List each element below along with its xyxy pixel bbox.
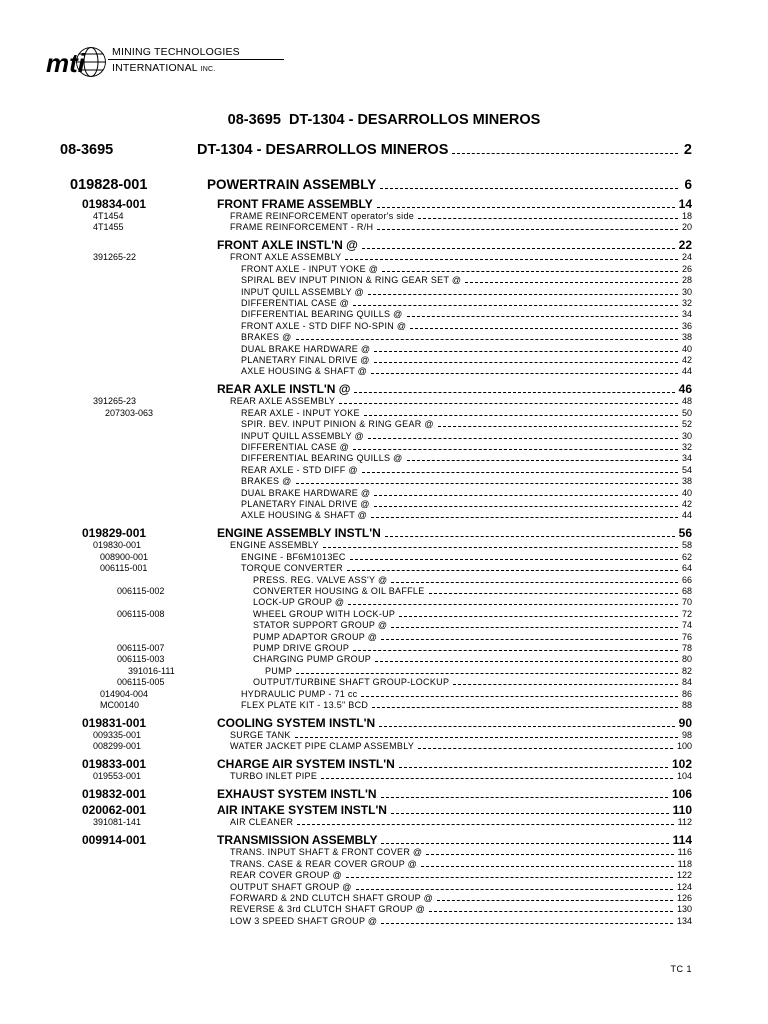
toc-entry-line bbox=[253, 586, 692, 596]
toc-title: COOLING SYSTEM INSTL'N bbox=[217, 716, 376, 730]
page-ref: 122 bbox=[676, 870, 692, 881]
company-suffix: INC. bbox=[200, 66, 216, 73]
page-ref: 64 bbox=[681, 563, 692, 574]
dot-leader bbox=[391, 627, 678, 628]
toc-entry-line bbox=[241, 355, 692, 365]
toc-title: POWERTRAIN ASSEMBLY bbox=[207, 177, 377, 192]
toc-title: SURGE TANK bbox=[230, 730, 291, 740]
page-ref: 42 bbox=[681, 355, 692, 365]
toc-title: WATER JACKET PIPE CLAMP ASSEMBLY bbox=[230, 741, 415, 752]
page-ref: 38 bbox=[681, 332, 692, 343]
page-ref: 126 bbox=[676, 893, 692, 903]
toc-title: ENGINE ASSEMBLY bbox=[230, 540, 319, 551]
dot-leader bbox=[391, 582, 678, 583]
toc-title: TRANSMISSION ASSEMBLY bbox=[217, 833, 378, 848]
part-number: 006115-005 bbox=[117, 677, 165, 688]
page-ref: 46 bbox=[678, 382, 692, 397]
part-number: 019830-001 bbox=[93, 540, 142, 551]
dot-leader bbox=[438, 426, 678, 427]
part-number: 08-3695 bbox=[60, 142, 114, 158]
toc-title: LOW 3 SPEED SHAFT GROUP @ bbox=[230, 915, 378, 926]
toc-entry-line bbox=[241, 321, 692, 331]
page-ref: 40 bbox=[681, 487, 692, 498]
dot-leader bbox=[429, 911, 673, 912]
toc-entry-line bbox=[253, 677, 692, 687]
part-number: 006115-008 bbox=[117, 608, 165, 619]
toc-entry-line bbox=[241, 366, 692, 376]
page-ref: 76 bbox=[681, 631, 692, 642]
toc-title: FORWARD & 2ND CLUTCH SHAFT GROUP @ bbox=[230, 893, 434, 903]
toc-entry-line bbox=[230, 730, 692, 740]
dot-leader bbox=[371, 373, 678, 374]
page-ref: 6 bbox=[684, 177, 692, 192]
toc-title: REAR AXLE - STD DIFF @ bbox=[241, 464, 358, 475]
page-ref: 40 bbox=[681, 343, 692, 354]
toc-entry-line bbox=[253, 575, 692, 585]
dot-leader bbox=[368, 438, 678, 439]
page-ref: 72 bbox=[681, 608, 692, 619]
toc-title: REAR COVER GROUP @ bbox=[230, 870, 342, 881]
dot-leader bbox=[452, 153, 678, 154]
page-ref: 62 bbox=[681, 551, 692, 562]
page-ref: 50 bbox=[681, 407, 692, 418]
toc-entry-line bbox=[241, 344, 692, 354]
toc-entry-line bbox=[230, 817, 692, 827]
part-number: 020062-001 bbox=[82, 803, 147, 818]
toc-entry-line bbox=[230, 540, 692, 550]
part-number: 006115-002 bbox=[117, 586, 165, 596]
page-ref: 124 bbox=[676, 881, 692, 892]
dot-leader bbox=[375, 661, 678, 662]
toc-entry-line bbox=[241, 453, 692, 463]
toc-title: DIFFERENTIAL BEARING QUILLS @ bbox=[241, 453, 403, 464]
toc-title: AXLE HOUSING & SHAFT @ bbox=[241, 510, 368, 521]
toc-entry-line bbox=[230, 222, 692, 232]
part-number: 006115-001 bbox=[100, 563, 148, 574]
toc-title: OUTPUT/TURBINE SHAFT GROUP-LOCKUP bbox=[253, 677, 450, 688]
toc-title: TRANS. INPUT SHAFT & FRONT COVER @ bbox=[230, 847, 423, 858]
page-ref: 34 bbox=[681, 453, 692, 464]
page-ref: 28 bbox=[681, 275, 692, 286]
toc-title: CHARGING PUMP GROUP bbox=[253, 654, 372, 665]
part-number: 391265-22 bbox=[93, 252, 137, 263]
dot-leader bbox=[364, 415, 678, 416]
page-ref: 100 bbox=[676, 741, 692, 752]
dot-leader bbox=[323, 547, 678, 548]
document-title: 08-3695 DT-1304 - DESARROLLOS MINEROS bbox=[227, 112, 541, 128]
toc-title: PLANETARY FINAL DRIVE @ bbox=[241, 355, 370, 365]
dot-leader bbox=[346, 877, 673, 878]
toc-entry-line bbox=[253, 643, 692, 653]
dot-leader bbox=[418, 748, 673, 749]
toc-entry-line bbox=[230, 211, 692, 221]
part-number: 008299-001 bbox=[93, 741, 142, 752]
toc-title: FLEX PLATE KIT - 13.5" BCD bbox=[241, 700, 369, 710]
dot-leader bbox=[353, 305, 678, 306]
part-number: 008900-001 bbox=[100, 551, 149, 562]
toc-title: STATOR SUPPORT GROUP @ bbox=[253, 620, 388, 631]
toc-title: DUAL BRAKE HARDWARE @ bbox=[241, 343, 371, 354]
page-ref: 42 bbox=[681, 499, 692, 509]
toc-entry-line bbox=[217, 803, 692, 817]
page-ref: 118 bbox=[677, 858, 692, 869]
toc-entry-line bbox=[230, 870, 692, 880]
toc-entry-line bbox=[217, 833, 692, 847]
dot-leader bbox=[372, 707, 678, 708]
toc-title: FRONT AXLE INSTL'N @ bbox=[217, 238, 358, 253]
toc-entry-line bbox=[217, 197, 692, 211]
toc-entry-line bbox=[241, 309, 692, 319]
dot-leader bbox=[381, 639, 678, 640]
dot-leader bbox=[345, 259, 678, 260]
company-name: INTERNATIONAL bbox=[112, 62, 198, 74]
toc-entry-line bbox=[230, 252, 692, 262]
toc-entry-line bbox=[241, 442, 692, 452]
toc-entry-line bbox=[230, 396, 692, 406]
page-ref: 70 bbox=[681, 597, 692, 608]
dot-leader bbox=[348, 604, 678, 605]
page-ref: 90 bbox=[678, 716, 692, 730]
toc-title: REAR AXLE ASSEMBLY bbox=[230, 396, 336, 407]
page-ref: 106 bbox=[671, 787, 692, 802]
dot-leader bbox=[377, 207, 675, 208]
toc-entry-line bbox=[230, 741, 692, 751]
toc-title: EXHAUST SYSTEM INSTL'N bbox=[217, 787, 377, 802]
dot-leader bbox=[362, 472, 678, 473]
page-ref: 30 bbox=[681, 430, 692, 441]
dot-leader bbox=[353, 449, 678, 450]
dot-leader bbox=[339, 403, 678, 404]
toc-title: DT-1304 - DESARROLLOS MINEROS bbox=[197, 142, 449, 158]
page-ref: 38 bbox=[681, 476, 692, 487]
toc-title: TRANS. CASE & REAR COVER GROUP @ bbox=[230, 858, 418, 869]
dot-leader bbox=[297, 824, 673, 825]
toc-entry-line bbox=[265, 666, 692, 676]
toc-entry-line bbox=[241, 510, 692, 520]
dot-leader bbox=[426, 854, 673, 855]
toc-entry-line bbox=[253, 632, 692, 642]
part-number: 4T1454 bbox=[93, 211, 124, 221]
toc-entry-line bbox=[241, 499, 692, 509]
svg-text:mti: mti bbox=[46, 48, 85, 78]
dot-leader bbox=[353, 650, 678, 651]
page-ref: 74 bbox=[681, 620, 692, 631]
toc-title: PLANETARY FINAL DRIVE @ bbox=[241, 499, 370, 509]
page-ref: 54 bbox=[681, 464, 692, 475]
page-ref: 24 bbox=[681, 252, 692, 263]
part-number: 019834-001 bbox=[82, 197, 147, 211]
toc-title: DIFFERENTIAL CASE @ bbox=[241, 442, 350, 452]
toc-entry-line bbox=[241, 419, 692, 429]
toc-entry-line bbox=[230, 771, 692, 781]
dot-leader bbox=[381, 923, 673, 924]
part-number: 019828-001 bbox=[70, 177, 148, 193]
toc-title: PUMP bbox=[265, 665, 293, 676]
dot-leader bbox=[296, 673, 678, 674]
part-number: 019553-001 bbox=[93, 771, 142, 782]
toc-entry-line bbox=[241, 287, 692, 297]
toc-entry-line bbox=[230, 893, 692, 903]
toc-title: OUTPUT SHAFT GROUP @ bbox=[230, 881, 352, 892]
toc-entry-line bbox=[253, 620, 692, 630]
dot-leader bbox=[350, 559, 678, 560]
part-number: 207303-063 bbox=[105, 407, 154, 418]
toc-entry-line bbox=[217, 382, 692, 396]
toc-title: PRESS. REG. VALVE ASS'Y @ bbox=[253, 574, 388, 585]
toc-entry-line bbox=[217, 716, 692, 730]
toc-title: AXLE HOUSING & SHAFT @ bbox=[241, 366, 368, 377]
dot-leader bbox=[379, 726, 674, 727]
dot-leader bbox=[347, 570, 678, 571]
dot-leader bbox=[407, 316, 678, 317]
page-ref: 58 bbox=[681, 540, 692, 551]
toc-title: DUAL BRAKE HARDWARE @ bbox=[241, 487, 371, 498]
toc-title: PUMP DRIVE GROUP bbox=[253, 643, 350, 653]
page-ref: 84 bbox=[681, 677, 692, 688]
toc-entry-line bbox=[241, 264, 692, 274]
toc-entry-line bbox=[230, 904, 692, 914]
page-ref: 52 bbox=[681, 419, 692, 430]
toc-entry-line bbox=[241, 552, 692, 562]
page-ref: 68 bbox=[681, 586, 692, 596]
page-ref: 130 bbox=[676, 904, 692, 915]
toc-title: REAR AXLE - INPUT YOKE bbox=[241, 407, 360, 418]
toc-entry-line bbox=[241, 408, 692, 418]
toc-title: TORQUE CONVERTER bbox=[241, 563, 343, 574]
toc-entry-line bbox=[253, 654, 692, 664]
toc-title: WHEEL GROUP WITH LOCK-UP bbox=[253, 608, 396, 619]
toc-title: REVERSE & 3rd CLUTCH SHAFT GROUP @ bbox=[230, 904, 426, 915]
page-ref: 2 bbox=[683, 142, 692, 158]
page-ref: 44 bbox=[681, 510, 692, 521]
page-ref: 32 bbox=[681, 442, 692, 452]
page-ref: 18 bbox=[681, 211, 692, 221]
page-ref: 14 bbox=[678, 197, 692, 211]
page-ref: 134 bbox=[676, 915, 692, 926]
part-number: 006115-003 bbox=[117, 654, 165, 665]
toc-entry-line bbox=[241, 563, 692, 573]
dot-leader bbox=[374, 495, 678, 496]
toc-entry-line bbox=[253, 597, 692, 607]
part-number: 019833-001 bbox=[82, 757, 147, 772]
toc-entry-line bbox=[241, 689, 692, 699]
dot-leader bbox=[321, 778, 673, 779]
toc-title: ENGINE ASSEMBLY INSTL'N bbox=[217, 526, 381, 541]
dot-leader bbox=[391, 813, 669, 814]
toc-title: FRONT AXLE ASSEMBLY bbox=[230, 252, 342, 263]
dot-leader bbox=[361, 696, 678, 697]
page-ref: 82 bbox=[681, 665, 692, 676]
toc-title: DIFFERENTIAL CASE @ bbox=[241, 298, 350, 308]
dot-leader bbox=[381, 843, 668, 844]
part-number: 391081-141 bbox=[93, 817, 142, 828]
toc-entry-line bbox=[197, 142, 692, 158]
page-ref: 20 bbox=[681, 222, 692, 233]
page-ref: 30 bbox=[681, 286, 692, 297]
dot-leader bbox=[399, 616, 678, 617]
page-ref: 56 bbox=[678, 526, 692, 541]
part-number: 009335-001 bbox=[93, 730, 142, 740]
page-ref: 112 bbox=[677, 817, 692, 828]
dot-leader bbox=[362, 248, 675, 249]
toc-title: AIR CLEANER bbox=[230, 817, 294, 828]
toc-title: FRAME REINFORCEMENT operator's side bbox=[230, 211, 415, 221]
dot-leader bbox=[381, 797, 668, 798]
toc-entry-line bbox=[217, 526, 692, 540]
page-ref: 36 bbox=[681, 320, 692, 331]
toc-title: LOCK-UP GROUP @ bbox=[253, 597, 345, 608]
toc-title: SPIRAL BEV INPUT PINION & RING GEAR SET @ bbox=[241, 275, 462, 286]
toc-title: ENGINE - BF6M1013EC bbox=[241, 551, 346, 562]
page-ref: 116 bbox=[677, 847, 692, 858]
dot-leader bbox=[399, 767, 668, 768]
page-ref: 104 bbox=[676, 771, 692, 782]
part-number: 391265-23 bbox=[93, 396, 137, 407]
toc-entry-line bbox=[217, 238, 692, 252]
toc-title: FRONT AXLE - INPUT YOKE @ bbox=[241, 263, 379, 274]
dot-leader bbox=[453, 684, 678, 685]
page-ref: 80 bbox=[681, 654, 692, 665]
toc-title: CHARGE AIR SYSTEM INSTL'N bbox=[217, 757, 395, 772]
page-ref: 102 bbox=[671, 757, 692, 772]
dot-leader bbox=[380, 188, 678, 189]
part-number: 009914-001 bbox=[82, 833, 147, 848]
dot-leader bbox=[356, 889, 673, 890]
toc-entry-line bbox=[241, 332, 692, 342]
toc-entry-line bbox=[241, 275, 692, 285]
toc-title: DIFFERENTIAL BEARING QUILLS @ bbox=[241, 309, 403, 320]
dot-leader bbox=[368, 294, 678, 295]
dot-leader bbox=[295, 737, 678, 738]
dot-leader bbox=[374, 362, 678, 363]
page-ref: 114 bbox=[672, 833, 692, 848]
page-ref: 32 bbox=[681, 298, 692, 308]
dot-leader bbox=[410, 328, 678, 329]
dot-leader bbox=[296, 339, 678, 340]
page-ref: 110 bbox=[672, 803, 692, 818]
part-number: 391016-111 bbox=[128, 665, 175, 676]
page-ref: 88 bbox=[681, 700, 692, 710]
part-number: 014904-004 bbox=[100, 688, 149, 699]
dot-leader bbox=[374, 351, 678, 352]
toc-entry-line bbox=[230, 859, 692, 869]
page-ref: 22 bbox=[678, 238, 692, 253]
toc-title: FRONT AXLE - STD DIFF NO-SPIN @ bbox=[241, 320, 407, 331]
dot-leader bbox=[385, 536, 675, 537]
toc-title: REAR AXLE INSTL'N @ bbox=[217, 382, 351, 397]
page-ref: 78 bbox=[681, 643, 692, 653]
toc-entry-line bbox=[217, 787, 692, 801]
page-ref: 66 bbox=[681, 574, 692, 585]
page-ref: 86 bbox=[681, 688, 692, 699]
page-ref: 34 bbox=[681, 309, 692, 320]
dot-leader bbox=[465, 282, 678, 283]
dot-leader bbox=[437, 900, 673, 901]
dot-leader bbox=[296, 483, 678, 484]
dot-leader bbox=[418, 218, 678, 219]
page-ref: 98 bbox=[681, 730, 692, 740]
toc-title: INPUT QUILL ASSEMBLY @ bbox=[241, 430, 364, 441]
toc-title: HYDRAULIC PUMP - 71 cc bbox=[241, 688, 358, 699]
toc-title: FRAME REINFORCEMENT - R/H bbox=[230, 222, 374, 233]
dot-leader bbox=[377, 229, 678, 230]
dot-leader bbox=[407, 460, 678, 461]
page-ref: 26 bbox=[681, 263, 692, 274]
part-number: 019831-001 bbox=[82, 716, 147, 730]
toc-title: INPUT QUILL ASSEMBLY @ bbox=[241, 286, 364, 297]
part-number: 4T1455 bbox=[93, 222, 124, 233]
toc-entry-line bbox=[207, 177, 692, 192]
page-number: TC 1 bbox=[670, 964, 692, 974]
toc-entry-line bbox=[217, 757, 692, 771]
toc-title: CONVERTER HOUSING & OIL BAFFLE bbox=[253, 586, 425, 596]
toc-title: BRAKES @ bbox=[241, 476, 292, 487]
toc-entry-line bbox=[241, 700, 692, 710]
page-ref: 48 bbox=[681, 396, 692, 407]
dot-leader bbox=[382, 271, 678, 272]
part-number: 019832-001 bbox=[82, 787, 147, 802]
part-number: MC00140 bbox=[100, 700, 140, 710]
company-name-line1: MINING TECHNOLOGIES bbox=[112, 46, 240, 58]
dot-leader bbox=[354, 392, 674, 393]
toc-title: TURBO INLET PIPE bbox=[230, 771, 318, 782]
toc-entry-line bbox=[241, 431, 692, 441]
toc-entry-line bbox=[230, 882, 692, 892]
toc-entry-line bbox=[241, 488, 692, 498]
part-number: 019829-001 bbox=[82, 526, 147, 541]
toc-title: AIR INTAKE SYSTEM INSTL'N bbox=[217, 803, 387, 818]
dot-leader bbox=[374, 506, 678, 507]
toc-title: BRAKES @ bbox=[241, 332, 292, 343]
toc-entry-line bbox=[230, 847, 692, 857]
toc-entry-line bbox=[253, 609, 692, 619]
toc-entry-line bbox=[230, 916, 692, 926]
dot-leader bbox=[421, 866, 674, 867]
toc-title: PUMP ADAPTOR GROUP @ bbox=[253, 631, 378, 642]
toc-entry-line bbox=[241, 298, 692, 308]
toc-entry-line bbox=[241, 465, 692, 475]
toc-title: FRONT FRAME ASSEMBLY bbox=[217, 197, 373, 211]
dot-leader bbox=[429, 593, 678, 594]
part-number: 006115-007 bbox=[117, 643, 165, 653]
toc-entry-line bbox=[241, 476, 692, 486]
page-ref: 44 bbox=[681, 366, 692, 377]
toc-title: SPIR. BEV. INPUT PINION & RING GEAR @ bbox=[241, 419, 434, 430]
dot-leader bbox=[371, 517, 678, 518]
